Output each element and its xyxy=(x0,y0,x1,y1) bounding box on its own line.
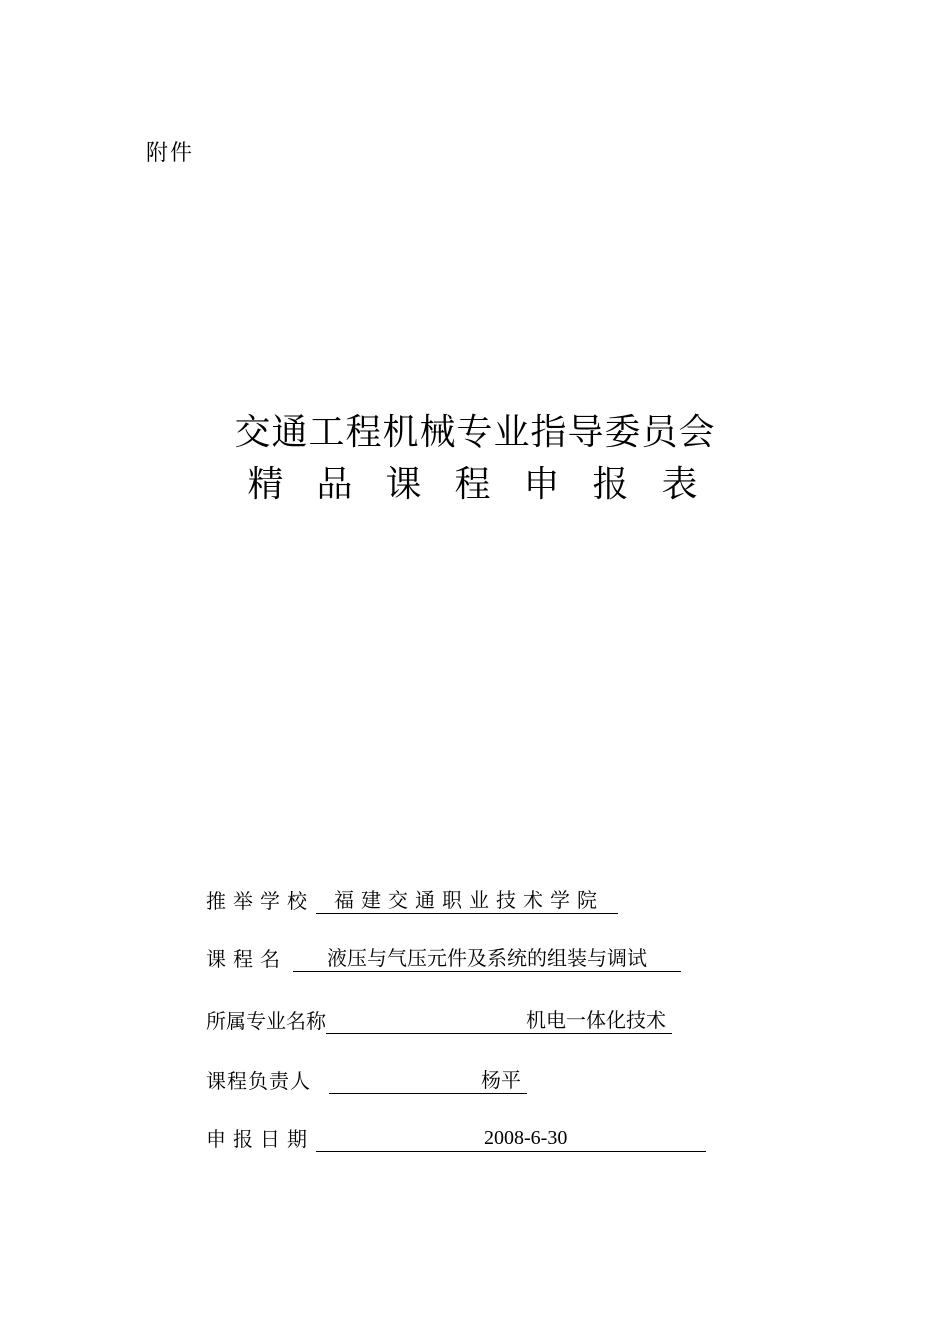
course-value: 液压与气压元件及系统的组装与调试 xyxy=(327,946,647,970)
leader-label: 课程负责人 xyxy=(206,1069,311,1093)
school-label: 推举学校 xyxy=(206,889,314,913)
field-school xyxy=(206,884,726,914)
field-major xyxy=(206,1004,726,1034)
field-course xyxy=(206,942,726,972)
course-label: 课程名 xyxy=(206,947,287,971)
date-value: 2008-6-30 xyxy=(484,1127,568,1149)
major-value: 机电一体化技术 xyxy=(526,1008,666,1032)
title-line-2: 精品课程申报表 xyxy=(247,464,731,505)
field-leader xyxy=(206,1064,726,1094)
leader-value: 杨平 xyxy=(481,1068,521,1092)
major-value-line xyxy=(326,1007,672,1034)
date-value-line xyxy=(316,1125,706,1152)
course-value-line xyxy=(293,945,681,972)
date-label: 申报日期 xyxy=(206,1127,314,1151)
major-label: 所属专业名称 xyxy=(206,1009,326,1033)
attachment-label: 附件 xyxy=(146,141,195,166)
leader-value-line xyxy=(329,1067,527,1094)
field-date xyxy=(206,1122,726,1152)
school-value-line xyxy=(316,887,618,914)
title-line-1: 交通工程机械专业指导委员会 xyxy=(234,412,716,453)
school-value: 福建交通职业技术学院 xyxy=(334,888,604,912)
